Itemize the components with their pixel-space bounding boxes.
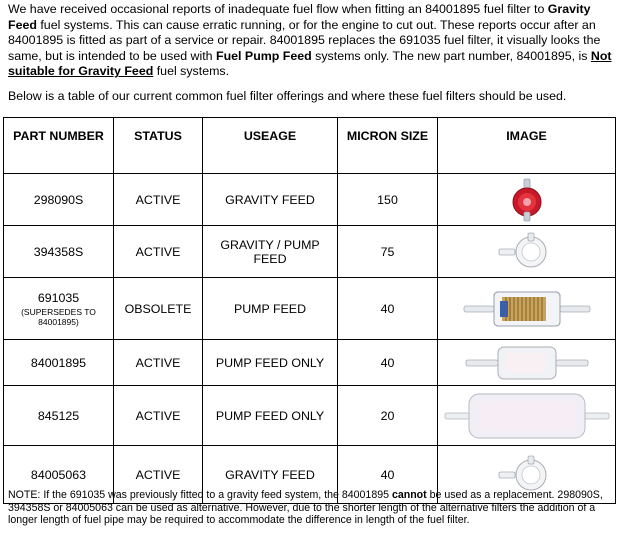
intro-paragraph	[8, 2, 613, 80]
large-inline-fuel-filter-icon	[443, 391, 611, 441]
fuel-pump-feed-emphasis: Fuel Pump Feed	[216, 48, 312, 63]
filter-image	[438, 226, 616, 278]
intro-text: systems only. The new part number, 84001895, is	[311, 48, 591, 63]
usage: PUMP FEED	[203, 278, 338, 340]
part-number: 298090S	[4, 174, 114, 226]
clear-inline-fuel-filter-icon	[462, 287, 592, 331]
table-row	[4, 226, 616, 278]
table-header-row	[4, 118, 616, 174]
red-round-fuel-filter-icon	[497, 178, 557, 222]
intro-text: fuel systems.	[153, 64, 230, 79]
part-number: 84001895	[4, 340, 114, 386]
gravity-feed-emphasis: Gravity Feed	[8, 2, 591, 32]
micron-size: 40	[338, 278, 438, 340]
micron-size: 40	[338, 446, 438, 504]
supersedes-note: (SUPERSEDES TO 84001895)	[21, 306, 96, 327]
part-number: 691035 (SUPERSEDES TO 84001895)	[4, 278, 114, 340]
not-suitable-warning: Not suitable for Gravity Feed	[8, 48, 612, 79]
table-row	[4, 386, 616, 446]
status: ACTIVE	[114, 226, 203, 278]
filter-image	[438, 278, 616, 340]
table-intro: Below is a table of our current common fuel filter offerings and where these fuel filters should be used.	[8, 89, 567, 103]
micron-size: 75	[338, 226, 438, 278]
header-part-number: PART NUMBER	[4, 118, 114, 174]
filter-image	[438, 340, 616, 386]
note-text: NOTE: If the 691035 was previously fitted to a gravity feed system, the 84001895	[8, 489, 392, 501]
cannot-emphasis: cannot	[391, 489, 427, 501]
table-row	[4, 174, 616, 226]
status: ACTIVE	[114, 386, 203, 446]
status: ACTIVE	[114, 174, 203, 226]
intro-text: fuel systems. This can cause erratic running, or for the engine to cut out. These reports occur after an 84001895 is fitted as part of a service or repair. 84001895 replaces the 691035 fuel filter, it visually looks the same, but is intended to be used with	[8, 17, 601, 63]
fuel-filter-table	[3, 117, 616, 504]
usage: PUMP FEED ONLY	[203, 340, 338, 386]
part-number: 394358S	[4, 226, 114, 278]
micron-size: 150	[338, 174, 438, 226]
part-number: 845125	[4, 386, 114, 446]
header-usage: USEAGE	[203, 118, 338, 174]
table-row	[4, 278, 616, 340]
white-round-fuel-filter-icon	[495, 230, 559, 274]
filter-image	[438, 174, 616, 226]
intro-text: We have received occasional reports of inadequate fuel flow when fitting an 84001895 fuel filter to	[8, 2, 548, 16]
filter-image	[438, 386, 616, 446]
note-text: be used as a replacement. 298090S, 394358S or 84005063 can be used as alternative. However, due to the shorter length of the alternative filters the addition of a longer length of fuel pipe may be required to accommodate the difference in length of the fuel filter.	[8, 489, 603, 527]
header-status: STATUS	[114, 118, 203, 174]
micron-size: 40	[338, 340, 438, 386]
usage: GRAVITY FEED	[203, 446, 338, 504]
white-inline-fuel-filter-icon	[462, 343, 592, 383]
status: ACTIVE	[114, 340, 203, 386]
usage: GRAVITY FEED	[203, 174, 338, 226]
header-micron-size: MICRON SIZE	[338, 118, 438, 174]
table-row	[4, 340, 616, 386]
status: OBSOLETE	[114, 278, 203, 340]
header-image: IMAGE	[438, 118, 616, 174]
part-number: 84005063	[4, 446, 114, 504]
usage: PUMP FEED ONLY	[203, 386, 338, 446]
note-paragraph	[8, 489, 613, 527]
micron-size: 20	[338, 386, 438, 446]
usage: GRAVITY / PUMP FEED	[203, 226, 338, 278]
status: ACTIVE	[114, 446, 203, 504]
